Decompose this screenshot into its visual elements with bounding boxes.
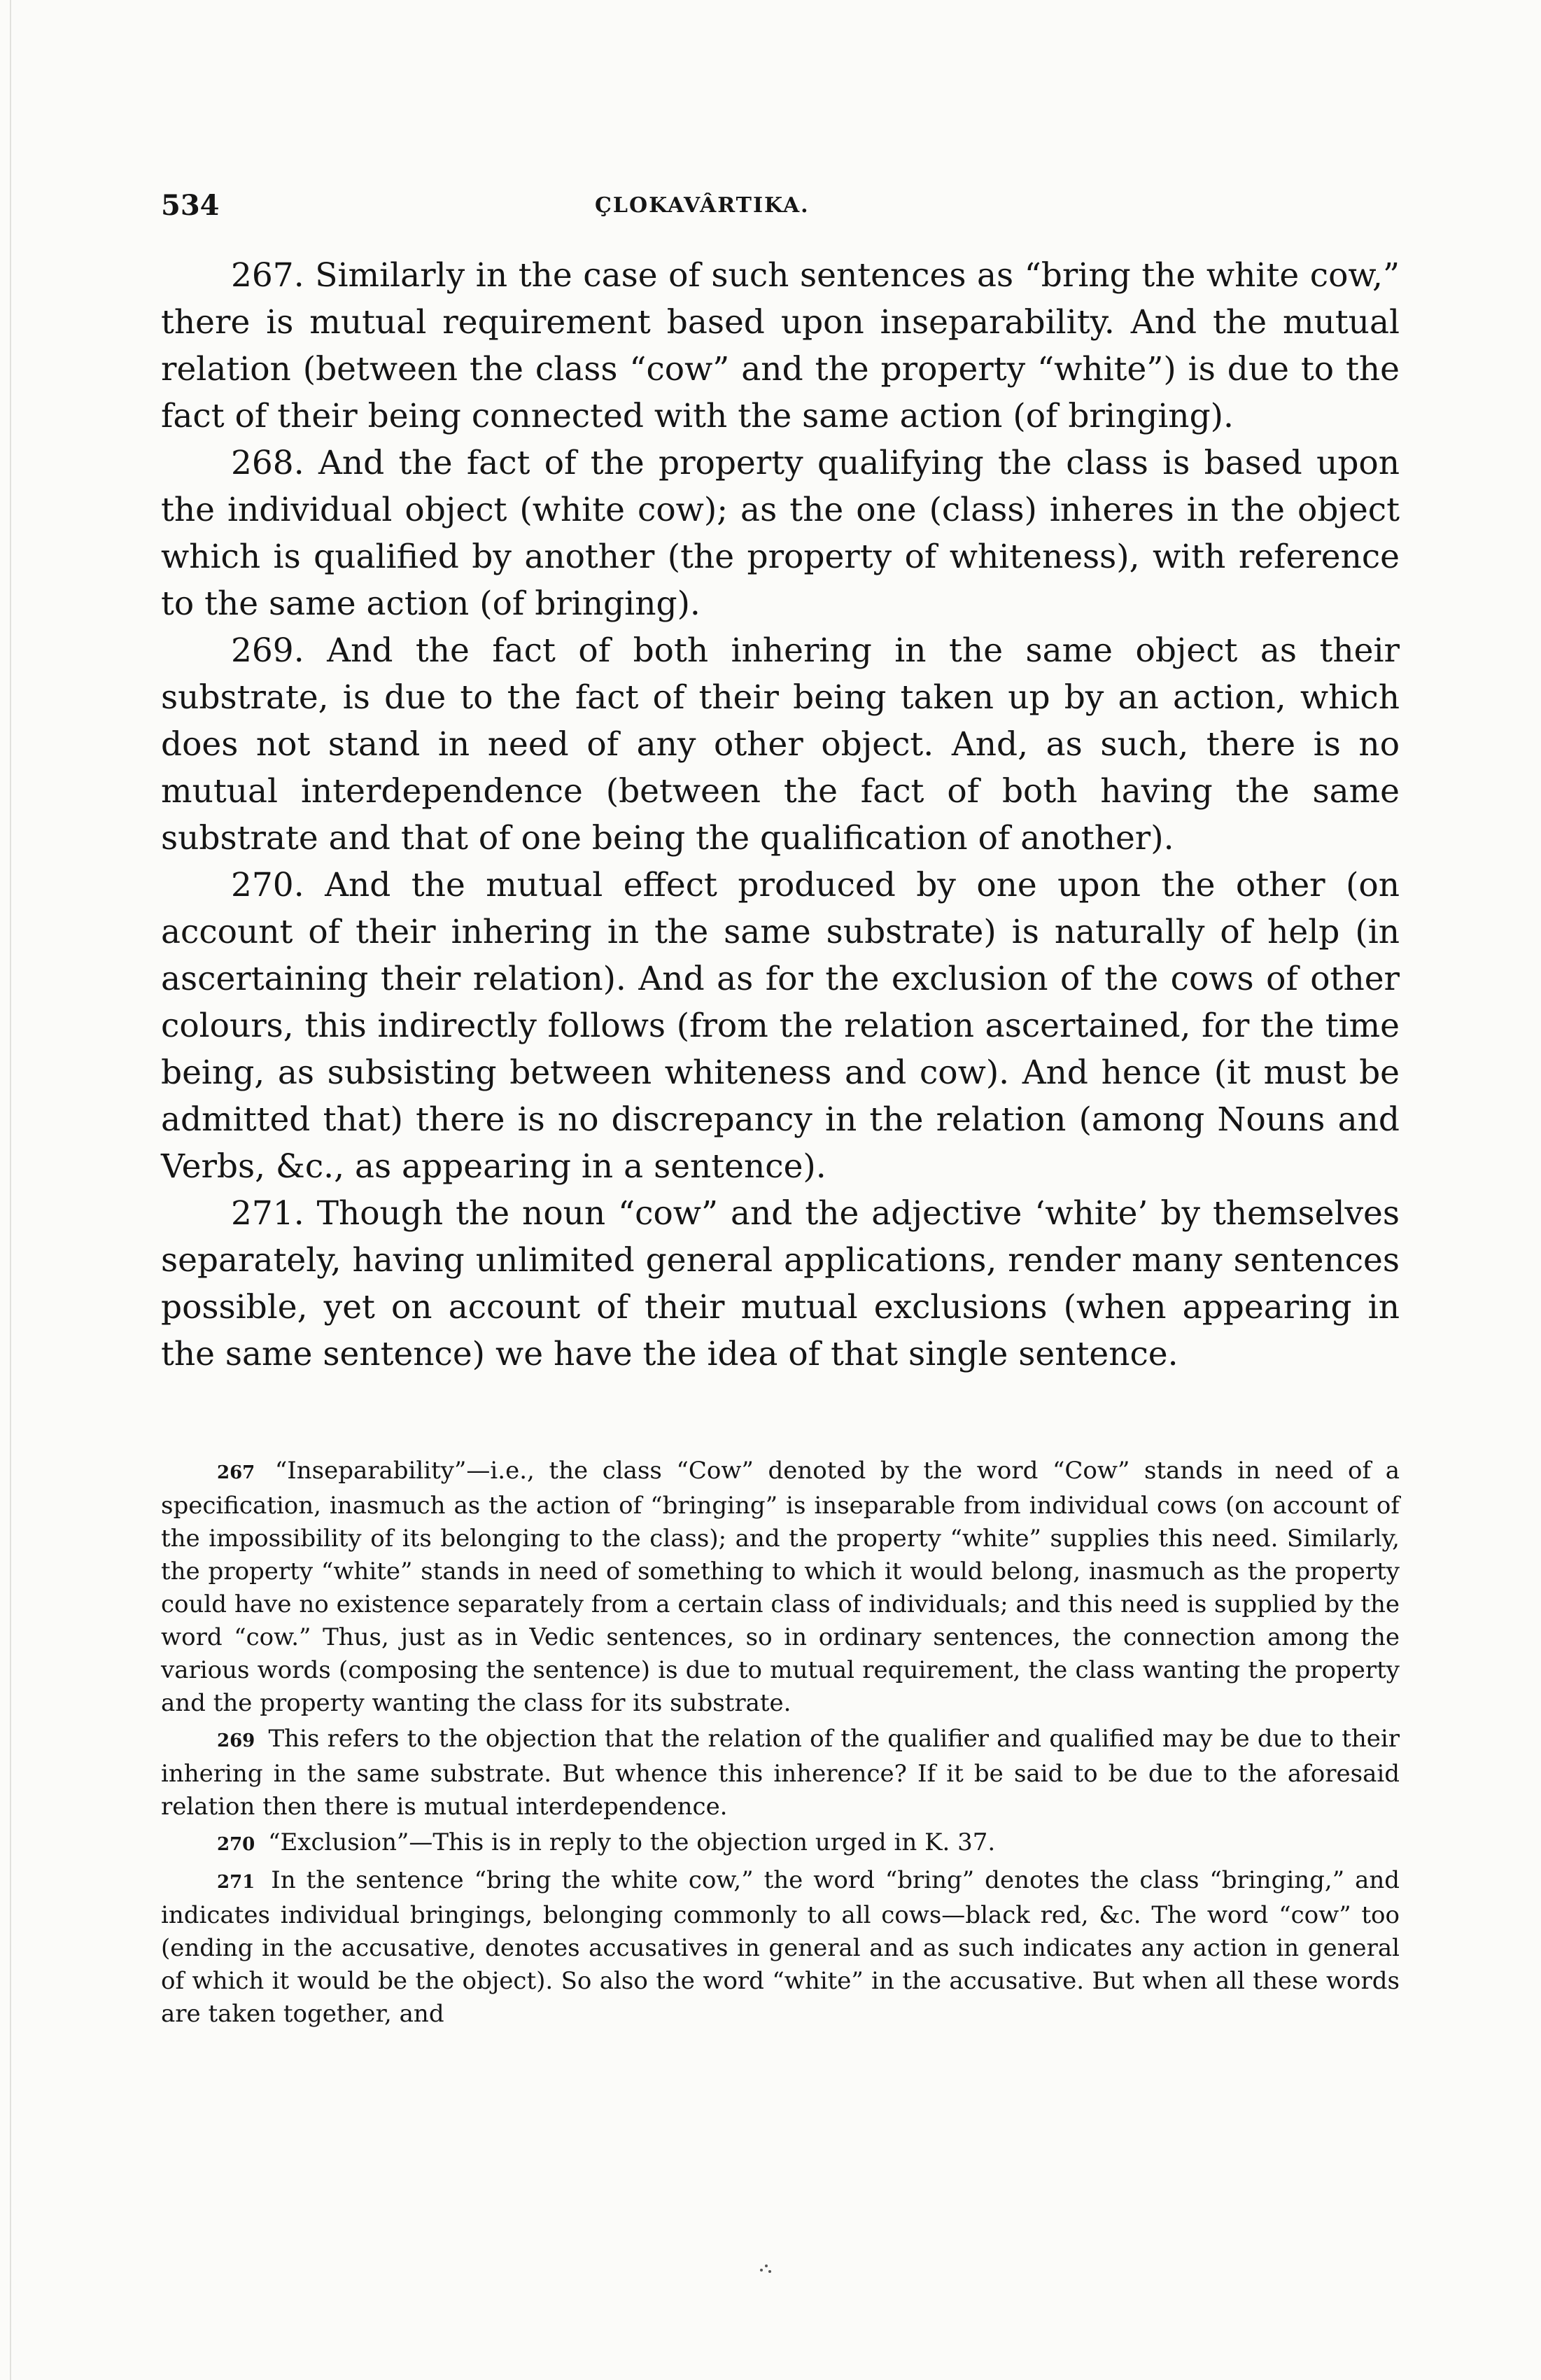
- footnote-271: [161, 1864, 1400, 2031]
- scan-edge-line: [10, 0, 11, 2380]
- footnote-number: 271: [217, 1872, 255, 1893]
- footnote-text: This refers to the objection that the relation of the qualifier and qualified may be due to their inhering in the same substrate. But whence this inherence? If it be said to be due to the aforesaid relation then there is mutual interdependence.: [161, 1725, 1400, 1821]
- paragraph-text: And the fact of the property qualifying the class is based upon the individual object (white cow); as the one (class) inheres in the object which is qualified by another (the property of whiteness), with reference to the same action (of bringing).: [161, 444, 1400, 623]
- paragraph-number: 269.: [231, 631, 304, 670]
- footnote-number: 267: [217, 1462, 255, 1483]
- paragraph-267: [161, 252, 1400, 440]
- main-text: [161, 252, 1400, 1378]
- paragraph-text: Though the noun “cow” and the adjective ‘white’ by themselves separately, having unlimited general applications, render many sentences possible, yet on account of their mutual exclusions (when appearing in the same sentence) we have the idea of that single sentence.: [161, 1194, 1400, 1373]
- paragraph-268: [161, 440, 1400, 627]
- paragraph-270: [161, 862, 1400, 1190]
- footnotes: [161, 1455, 1400, 2031]
- scan-dots-icon: [756, 2258, 777, 2278]
- paragraph-text: And the mutual effect produced by one upon the other (on account of their inhering in the same substrate) is naturally of help (in ascertaining their relation). And as for the exclusion of the cows of other colours, this indirectly follows (from the relation ascertained, for the time being, as subsisting between whiteness and cow). And hence (it must be admitted that) there is no discrepancy in the relation (among Nouns and Verbs, &c., as appearing in a sentence).: [161, 866, 1400, 1186]
- paragraph-number: 268.: [231, 444, 304, 482]
- page-number: 534: [161, 189, 220, 222]
- footnote-270: [161, 1826, 1400, 1861]
- paragraph-text: And the fact of both inhering in the same object as their substrate, is due to the fact of their being taken up by an action, which does not stand in need of any other object. And, as such, there is no mutual interdependence (between the fact of both having the same substrate and that of one being the qualification of another).: [161, 631, 1400, 858]
- paragraph-269: [161, 627, 1400, 862]
- running-head: [161, 189, 1400, 238]
- book-page: [161, 189, 1400, 2033]
- paragraph-number: 270.: [231, 866, 304, 904]
- scan-artifact-mark: [756, 2258, 777, 2283]
- footnote-text: “Inseparability”—i.e., the class “Cow” denoted by the word “Cow” stands in need of a specification, inasmuch as the action of “bringing” is inseparable from individual cows (on account of the impossibility of its belonging to the class); and the property “white” supplies this need. Similarly, the property “white” stands in need of something to which it would belong, inasmuch as the property could have no existence separately from a certain class of individuals; and this need is supplied by the word “cow.” Thus, just as in Vedic sentences, so in ordinary sentences, the connection among the various words (composing the sentence) is due to mutual requirement, the class wanting the property and the property wanting the class for its substrate.: [161, 1457, 1400, 1717]
- paragraph-number: 267.: [231, 256, 304, 295]
- paragraph-text: Similarly in the case of such sentences as “bring the white cow,” there is mutual requirement based upon inseparability. And the mutual relation (between the class “cow” and the property “white”) is due to the fact of their being connected with the same action (of bringing).: [161, 256, 1400, 435]
- footnote-269: [161, 1723, 1400, 1823]
- footnote-number: 270: [217, 1834, 255, 1855]
- footnote-267: [161, 1455, 1400, 1720]
- paragraph-number: 271.: [231, 1194, 304, 1233]
- footnote-text: “Exclusion”—This is in reply to the objection urged in K. 37.: [268, 1828, 996, 1856]
- running-title: ÇLOKAVÂRTIKA.: [595, 193, 810, 218]
- paragraph-271: [161, 1190, 1400, 1378]
- footnote-number: 269: [217, 1730, 255, 1751]
- footnote-text: In the sentence “bring the white cow,” the word “bring” denotes the class “bringing,” and indicates individual bringings, belonging commonly to all cows—black red, &c. The word “cow” too (ending in the accusative, denotes accusatives in general and as such indicates any action in general of which it would be the object). So also the word “white” in the accusative. But when all these words are taken together, and: [161, 1866, 1400, 2028]
